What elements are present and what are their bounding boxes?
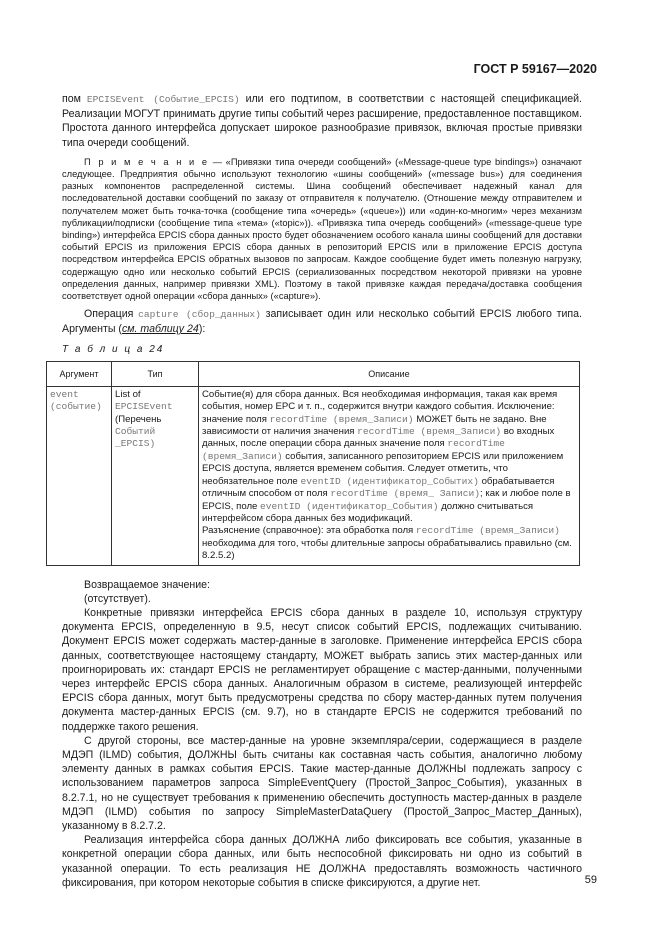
document-id: ГОСТ Р 59167—2020 [473, 62, 597, 76]
desc-3: во входных данных, после операции сбора данных значение поля [202, 426, 555, 450]
table-row [47, 386, 580, 565]
p1-lead: пом [62, 93, 87, 105]
desc-code-4: eventID (идентификатор_Событих) [300, 475, 479, 487]
paragraph-3: Конкретные привязки интерфейса EPCIS сбора данных в разделе 10, используя структуру документа EPCIS, определенную в 9.5, несут список событий EPCIS, подлежащих считыванию. Документ EPCIS может содержать мастер-данные в заголовке. Применение интерфейса EPCIS сбора данных, соответствующее настоящему стандарту, МОЖЕТ выбрать запись этих мастер-данных или проигнорировать их: стандарт EPCIS не регламентирует обращение с мастер-данными, полученными через интерфейс EPCIS сбора данных. Аналогичным образом в системе, реализующей интерфейс EPCIS сбора данных, могут быть предусмотрены средства по сбору мастер-данных путем получения документа мастер-данных EPCIS (см. 9.7), но в стандарте EPCIS не содержится требований по поддержке такого решения. [62, 606, 582, 733]
expl-1: Разъяснение (справочное): эта обработка поля [202, 525, 416, 537]
p2-tail: ): [198, 323, 206, 336]
type-code-1: EPCISEvent [115, 401, 173, 413]
p2-code: capture (сбор_данных) [138, 309, 261, 321]
paragraph-4: С другой стороны, все мастер-данные на уровне экземпляра/серии, содержащиеся в разделе МДЭП (ILMD) события, ДОЛЖНЫ быть считаны как составная часть события, аналогично любому элементу данных в рамках события EPCIS. Такие мастер-данные ДОЛЖНЫ подлежать запросу с использованием параметров запроса SimpleEventQuery (Простой_Запрос_События), указанных в 8.2.7.1, но не существует требования к применению обеспечить доступность мастер-данных в разделе МДЭП (ILMD) события по запросу SimpleMasterDataQuery (Простой_Запрос_Мастер_Данных), указанному в 8.2.7.2. [62, 734, 582, 832]
arguments-table [46, 361, 580, 566]
desc-code-2: recordTime (время_Записи) [357, 426, 502, 438]
p2-lead: Операция [84, 308, 139, 321]
desc-2: МОЖЕТ быть не задано. Вне зависимости от наличия значения [202, 413, 547, 438]
desc-code-1: recordTime (время_Записи) [269, 413, 414, 425]
type-plain: List of [115, 388, 141, 400]
expl-code: recordTime (время_Записи) [415, 525, 560, 537]
page-number: 59 [584, 874, 597, 886]
p1-rest: или его подтипом, в соответствии с настоящей спецификацией. Реализации МОГУТ принимать другие типы событий через расширение, предоставленное поставщиком. Простота данного интерфейса допускает широкое разнообразие привязок, включая простые привязки типа очереди сообщений. [62, 93, 582, 149]
table-caption: Т а б л и ц а 24 [62, 343, 165, 355]
expl-2: необходима для того, чтобы длительные запросы обрабатывались правильно (см. 8.2.5.2) [202, 537, 572, 562]
return-label: Возвращаемое значение: [84, 578, 210, 591]
paragraph-2 [62, 307, 582, 336]
table-header-row [47, 361, 580, 386]
paragraph-5: Реализация интерфейса сбора данных ДОЛЖНА либо фиксировать все события, указанные в конкретной операции сбора данных, или быть неспособной фиксировать ни одно из событий в указанной операции. То есть реализация НЕ ДОЛЖНА предоставлять возможность частичного фиксирования, при котором некоторые события в списке фиксируются, а другие нет. [62, 834, 582, 889]
desc-code-3: recordTime (время_Записи) [202, 438, 505, 462]
description-main [202, 389, 576, 525]
desc-5: обрабатывается отличным способом от поля [202, 475, 555, 500]
type-plain-2: (Перечень [115, 413, 162, 425]
desc-4: события, записанного репозиторием EPCIS или приложением EPCIS доступа, является временем события. Следует отметить, что необязательное поле [202, 450, 564, 487]
note-paragraph [62, 156, 582, 302]
header-description: Описание [199, 361, 580, 386]
desc-1: Событие(я) для сбора данных. Вся необходимая информация, такая как время события, номер EPC и т. п., содержится внутри каждого события. Исключение: значение поля [202, 388, 558, 425]
return-value: (отсутствует). [84, 592, 151, 605]
p2-rest: записывает один или несколько событий EPCIS любого типа. Аргументы ( [62, 308, 582, 336]
desc-6: ; как и любое поле в EPCIS, поле [202, 488, 571, 512]
cell-argument [47, 386, 112, 565]
header-argument: Аргумент [47, 361, 112, 386]
p1-code: EPCISEvent (Событие_EPCIS) [86, 94, 240, 105]
type-code-2: Событий _EPCIS) [115, 426, 156, 450]
cell-description [199, 386, 580, 565]
table-24-link[interactable]: см. таблицу 24 [121, 323, 199, 336]
desc-7: должно считываться интерфейсом сбора данных без модификаций. [202, 500, 534, 524]
paragraph-1 [62, 92, 582, 150]
description-explanation [202, 525, 576, 562]
cell-type [112, 386, 199, 565]
desc-code-5: recordTime (время_ Записи) [330, 488, 481, 500]
header-type: Тип [112, 361, 199, 386]
note-text: — «Привязки типа очереди сообщений» («Message-queue type bindings») означают следующее. Предприятия обычно используют технологию «шины сообщений» («message bus») для соединения разных компонентов распределенной системы. Шина сообщений обеспечивает надежный канал для последовательной доставки сообщений по заказу от отправителя к получателю. (Отношение между отправителем и получателем может быть точка-точка (сообщение типа «очередь» («queue»)) или «один-ко-многим» через механизм публикации/подписки (сообщение типа «тема» («topic»)). «Привязка типа очередь сообщений» («message-queue type binding») интерфейса EPCIS сбора данных просто будет обозначением особого канала шины сообщений для доставки событий EPCIS из приложения EPCIS сбора данных в репозиторий EPCIS или в приложение EPCIS доступа посредством интерфейса EPCIS обратных вызовов по запросам. Каждое сообщение будет иметь полезную нагрузку, содержащую одно или несколько событий EPCIS (сериализованных посредством некоторой привязки на уровне определения данных, например привязки XML). Поэтому в такой привязке каждая передача/доставка сообщения соответствует одной операции «сбора данных» («capture»). [62, 156, 582, 302]
page-content [50, 92, 582, 890]
arg-value: event (событие) [50, 388, 102, 413]
note-label: П р и м е ч а н и е [84, 156, 210, 167]
desc-code-6: eventID (идентификатор_События) [260, 500, 439, 512]
